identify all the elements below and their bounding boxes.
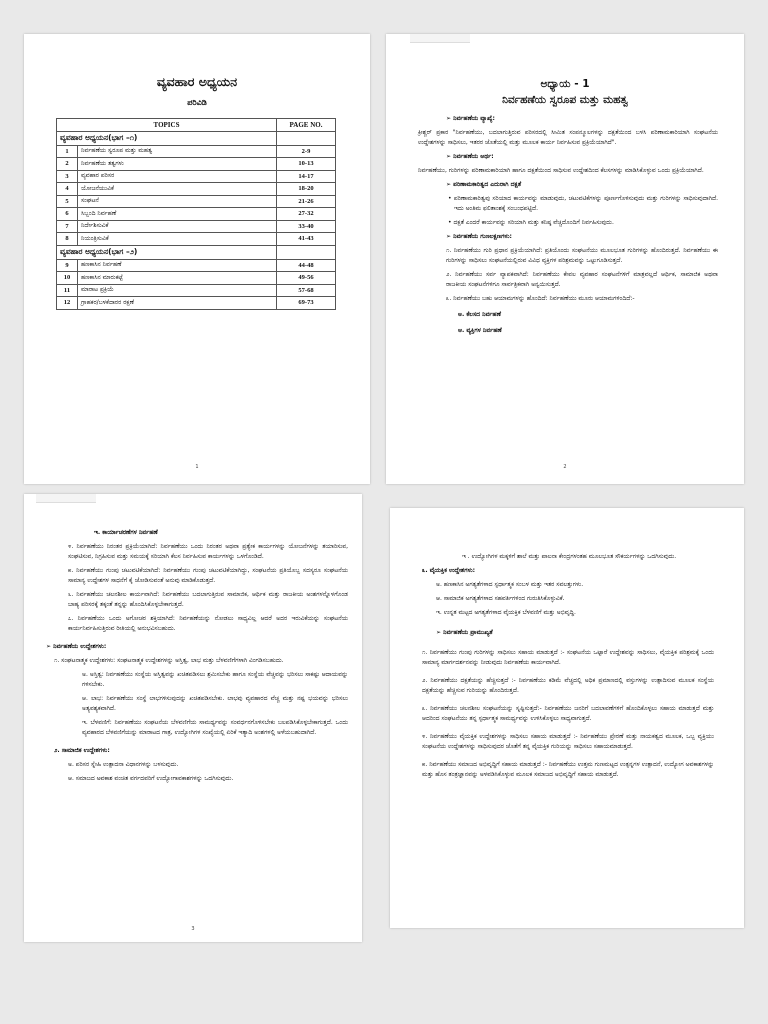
features-heading: ➢ ನಿರ್ವಹಣೆಯ ಗುಣಲಕ್ಷಣಗಳು: (446, 233, 512, 240)
toc-page: 27-32 (277, 208, 336, 221)
toc-num: 10 (57, 272, 78, 285)
table-row (57, 183, 336, 196)
toc-num: 1 (57, 145, 78, 158)
list-item: ೩. ವೈಯಕ್ತಿಕ ಉದ್ದೇಶಗಳು: (422, 567, 476, 574)
page-body (418, 114, 718, 340)
list-item: ೭. ನಿರ್ವಹಣೆಯು ಒಂದು ಅಗೋಚರ ಶಕ್ತಿಯಾಗಿದೆ: ನಿರ್ವಹಣೆಯನ್ನು ನೋಡಲು ಸಾಧ್ಯವಿಲ್ಲ ಆದರೆ ಅದರ ಇರುವಿಕೆಯನ್ನು ಸಂಘಟನೆಯ ಕಾರ್ಯನಿರ್ವಹಿಸುತ್ತಿರುವ ರೀತಿಯಲ್ಲಿ ಅನುಭವಿಸಬಹುದು. (68, 615, 348, 632)
toc-part-2: ವ್ಯವಹಾರ ಅಧ್ಯಯನ(ಭಾಗ –೨) (57, 245, 277, 259)
list-item: ಅ. ಪರಿಸರ ಸ್ನೇಹಿ ಉತ್ಪಾದನಾ ವಿಧಾನಗಳನ್ನು ಬಳಸುವುದು. (68, 761, 179, 768)
page-number: 1 (195, 464, 199, 470)
objectives-heading: ➢ ನಿರ್ವಹಣೆಯ ಉದ್ದೇಶಗಳು: (46, 643, 107, 650)
chapter-title: ನಿರ್ವಹಣೆಯ ಸ್ವರೂಪ ಮತ್ತು ಮಹತ್ವ (502, 94, 628, 106)
toc-topic: ಹಣಕಾಸಿನ ನಿರ್ವಹಣೆ (78, 259, 277, 272)
list-item: ೧. ಸಂಘಟನಾತ್ಮಕ ಉದ್ದೇಶಗಳು: ಸಂಘಟನಾತ್ಮಕ ಉದ್ದೇಶಗಳನ್ನು ಅಸ್ತಿತ್ವ, ಲಾಭ ಮತ್ತು ಬೆಳವಣಿಗೆಗಳಾಗಿ ವಿಂಗಡಿಸಬಹುದು. (54, 657, 284, 664)
list-item: ಆ. ವ್ಯಕ್ತಿಗಳ ನಿರ್ವಹಣೆ (458, 327, 502, 334)
toc-topics-header: TOPICS (57, 119, 277, 132)
list-item: ಆ. ಸಾಮಾಜಿಕ ಅಗತ್ಯತೆಗಳಾದ ಸಹವರ್ತಿಗಳಿಂದ ಗುರುತಿಸಿಕೊಳ್ಳುವಿಕೆ. (436, 595, 565, 602)
toc-num: 4 (57, 183, 78, 196)
page-number: 2 (563, 464, 567, 470)
document-page-2 (386, 34, 744, 484)
toc-topic: ನಿರ್ವಹಣೆಯ ತತ್ವಗಳು (78, 158, 277, 171)
toc-page-header: PAGE NO. (277, 119, 336, 132)
list-item: ೧. ನಿರ್ವಹಣೆಯು ಗುರಿ ಪ್ರಧಾನ ಪ್ರಕ್ರಿಯೆಯಾಗಿದೆ: ಪ್ರತಿಯೊಂದು ಸಂಘಟನೆಯು ಮೂಲಭೂತ ಗುರಿಗಳನ್ನು ಹೊಂದಿರುತ್ತದೆ. ನಿರ್ವಹಣೆಯು ಈ ಗುರಿಗಳನ್ನು ಸಾಧಿಸಲು ಸಂಘಟನೆಯಲ್ಲಿರುವ ವಿವಿಧ ವ್ಯಕ್ತಿಗಳ ಪರಿಶ್ರಮವನ್ನು ಒಟ್ಟುಗೂಡಿಸುತ್ತದೆ. (446, 247, 718, 264)
toc-page: 49-56 (277, 272, 336, 285)
toc-num: 6 (57, 208, 78, 221)
toc-num: 5 (57, 195, 78, 208)
toc-topic: ಹಣಕಾಸಿನ ಮಾರುಕಟ್ಟೆ (78, 272, 277, 285)
list-item: ಇ. ಬೆಳವಣಿಗೆ: ನಿರ್ವಹಣೆಯು ಸಂಘಟನೆಯ ಬೆಳವಣಿಗೆಯ ಸಾಮರ್ಥ್ಯವನ್ನು ಸಂವರ್ಧನಗೊಳಿಸಬೇಕು ಬಲಪಡಿಸಿಕೊಳ್ಳಬೇಕಾಗುತ್ತದೆ. ಒಂದು ವ್ಯವಹಾರದ ಬೆಳವಣಿಗೆಯನ್ನು ಮಾರಾಟದ ಗಾತ್ರ, ಉದ್ಯೋಗಿಗಳ ಸಂಖ್ಯೆಯಲ್ಲಿ ಏರಿಕೆ ಇತ್ಯಾದಿ ಅಂಶಗಳಲ್ಲಿ ಅಳೆಯಬಹುದಾಗಿದೆ. (82, 719, 348, 736)
page-tab-strip (410, 34, 470, 43)
toc-num: 3 (57, 170, 78, 183)
toc-topic: ಸಿಬ್ಬಂದಿ ನಿರ್ವಹಣೆ (78, 208, 277, 221)
toc-page: 44-48 (277, 259, 336, 272)
list-item: ೧. ನಿರ್ವಹಣೆಯು ಗುಂಪು ಗುರಿಗಳನ್ನು ಸಾಧಿಸಲು ಸಹಾಯ ಮಾಡುತ್ತದೆ :- ಸಂಘಟನೆಯ ಒಟ್ಟಾರೆ ಉದ್ದೇಶವನ್ನು ಸಾಧಿಸಲು, ವೈಯಕ್ತಿಕ ಪರಿಶ್ರಮಕ್ಕೆ ಒಂದು ಸಾಮಾನ್ಯ ಮಾರ್ಗದರ್ಶನವನ್ನು ನೀಡುವುದು ನಿರ್ವಹಣೆಯ ಕಾರ್ಯವಾಗಿದೆ. (422, 649, 714, 666)
toc-part-row (57, 131, 336, 145)
toc-num: 8 (57, 233, 78, 246)
toc-num: 7 (57, 220, 78, 233)
toc-topic: ಗ್ರಾಹಕರ/ಬಳಕೆದಾರರ ರಕ್ಷಣೆ (78, 297, 277, 310)
page-body (46, 528, 348, 788)
toc-page: 10-13 (277, 158, 336, 171)
document-page-1 (24, 34, 370, 484)
page-number: 3 (191, 926, 195, 932)
toc-page: 69-73 (277, 297, 336, 310)
definition-text: ಕ್ರೀಶ್ಚರ್ ಪ್ರಕಾರ "ನಿರ್ವಹಣೆಯು, ಬದಲಾಗುತ್ತಿರುವ ಪರಿಸರದಲ್ಲಿ ಸೀಮಿತ ಸಂಪನ್ಮೂಲಗಳನ್ನು ದಕ್ಷತೆಯಿಂದ ಬಳಸಿ ಪರಿಣಾಮಕಾರಿಯಾಗಿ ಸಂಘಟನೆಯ ಉದ್ದೇಶಗಳನ್ನು ಸಾಧಿಸಲು, ಇತರರ ಜೊತೆಯಲ್ಲಿ ಮತ್ತು ಮೂಲಕ ಕಾರ್ಯ ನಿರ್ವಹಿಸುವ ಪ್ರಕ್ರಿಯೆಯಾಗಿದೆ". (418, 129, 718, 146)
table-row (57, 233, 336, 246)
table-row (57, 158, 336, 171)
toc-num: 11 (57, 284, 78, 297)
table-row (57, 145, 336, 158)
toc-topic: ನಿರ್ವಹಣೆಯ ಸ್ವರೂಪ ಮತ್ತು ಮಹತ್ವ (78, 145, 277, 158)
toc-topic: ವ್ಯವಹಾರ ಪರಿಸರ (78, 170, 277, 183)
list-item: ಆ. ಲಾಭ: ನಿರ್ವಹಣೆಯು ಸಂಸ್ಥೆ ಲಾಭಗಳಿಸುವುದನ್ನು ಖಚಿತಪಡಿಸಬೇಕು. ಲಾಭವು ವ್ಯವಹಾರದ ವೆಚ್ಚ ಮತ್ತು ನಷ್ಟ ಭಯವನ್ನು ಭರಿಸಲು ಅತ್ಯವಶ್ಯಕವಾಗಿದೆ. (82, 695, 348, 712)
list-item: • ಪರಿಣಾಮಕಾರಿತ್ವವು ಸರಿಯಾದ ಕಾರ್ಯವನ್ನು ಮಾಡುವುದು, ಚಟುವಟಿಕೆಗಳನ್ನು ಪೂರ್ಣಗೊಳಿಸುವುದು ಮತ್ತು ಗುರಿಗಳನ್ನು ಸಾಧಿಸುವುದಾಗಿದೆ. ಇದು ಅಂತಿಮ ಫಲಿತಾಂಶಕ್ಕೆ ಸಂಬಂಧಪಟ್ಟಿದೆ. (448, 195, 718, 212)
toc-page: 33-40 (277, 220, 336, 233)
page-subtitle: ಪರಿವಿಡಿ (187, 98, 207, 107)
list-item: ೩. ನಿರ್ವಹಣೆಯು ಚಲನಶೀಲ ಸಂಘಟನೆಯನ್ನು ಸೃಷ್ಟಿಸುತ್ತದೆ:- ನಿರ್ವಹಣೆಯು ಜನರಿಗೆ ಬದಲಾವಣೆಗಳಿಗೆ ಹೊಂದಿಕೊಳ್ಳಲು ಸಹಾಯ ಮಾಡುತ್ತದೆ ಮತ್ತು ಆದರಿಂದ ಸಂಘಟನೆಯು ತನ್ನ ಸ್ಪರ್ಧಾತ್ಮಕ ಸಾಮರ್ಥ್ಯವನ್ನು ಉಳಿಸಿಕೊಳ್ಳಲು ಸಾಧ್ಯವಾಗುತ್ತದೆ. (422, 705, 714, 722)
list-item: • ದಕ್ಷತೆ ಎಂದರೆ ಕಾರ್ಯವನ್ನು ಸರಿಯಾಗಿ ಮತ್ತು ಕನಿಷ್ಠ ವೆಚ್ಚದೊಂದಿಗೆ ನಿರ್ವಹಿಸುವುದು. (448, 219, 614, 226)
toc-page: 57-68 (277, 284, 336, 297)
list-item: ೬. ನಿರ್ವಹಣೆಯು ಚಲನಶೀಲ ಕಾರ್ಯವಾಗಿದೆ: ನಿರ್ವಹಣೆಯು ಬದಲಾಗುತ್ತಿರುವ ಸಾಮಾಜಿಕ, ಆರ್ಥಿಕ ಮತ್ತು ರಾಜಕೀಯ ಅಂಶಗಳನ್ನೊಳಗೊಂಡ ಬಾಹ್ಯ ಪರಿಸರಕ್ಕೆ ತಕ್ಕಂತೆ ತನ್ನನ್ನು ಹೊಂದಿಸಿಕೊಳ್ಳಬೇಕಾಗುತ್ತದೆ. (68, 591, 348, 608)
toc-topic: ಮಾರಾಟ ಪ್ರಕ್ರಿಯೆ (78, 284, 277, 297)
toc-page: 41-43 (277, 233, 336, 246)
toc-num: 9 (57, 259, 78, 272)
efficiency-heading: ➢ ಪರಿಣಾಮಕಾರಿತ್ವದ ಎದುರಾಗಿ ದಕ್ಷತೆ (446, 181, 522, 188)
list-item: ೫. ನಿರ್ವಹಣೆಯು ಸಮಾಜದ ಅಭಿವೃದ್ಧಿಗೆ ಸಹಾಯ ಮಾಡುತ್ತದೆ :- ನಿರ್ವಹಣೆಯು ಉತ್ತಮ ಗುಣಮಟ್ಟದ ಉತ್ಪನ್ನಗಳ ಉತ್ಪಾದನೆ, ಉದ್ಯೋಗ ಅವಕಾಶಗಳನ್ನು ಮತ್ತು ಹೊಸ ತಂತ್ರಜ್ಞಾನವನ್ನು ಅಳವಡಿಸಿಕೊಳ್ಳುವ ಮೂಲಕ ಸಮಾಜದ ಅಭಿವೃದ್ಧಿಗೆ ಸಹಾಯ ಮಾಡುತ್ತದೆ. (422, 761, 714, 778)
table-row (57, 259, 336, 272)
meaning-text: ನಿರ್ವಹಣೆಯು, ಗುರಿಗಳನ್ನು ಪರಿಣಾಮಕಾರಿಯಾಗಿ ಹಾಗೂ ದಕ್ಷತೆಯಿಂದ ಸಾಧಿಸುವ ಉದ್ದೇಶದಿಂದ ಕೆಲಸಗಳನ್ನು ಮಾಡಿಸಿಕೊಳ್ಳುವ ಒಂದು ಪ್ರಕ್ರಿಯೆಯಾಗಿದೆ. (418, 167, 704, 174)
table-row (57, 272, 336, 285)
list-item: ಇ. ಕಾರ್ಯಾಚರಣೆಗಳ ನಿರ್ವಹಣೆ (94, 529, 158, 536)
list-item: ಇ. ಉನ್ನತ ಮಟ್ಟದ ಅಗತ್ಯತೆಗಳಾದ ವೈಯಕ್ತಿಕ ಬೆಳವಣಿಗೆ ಮತ್ತು ಅಭಿವೃದ್ಧಿ. (436, 609, 576, 616)
list-item: ೨. ನಿರ್ವಹಣೆಯು ಸರ್ವ ವ್ಯಾಪಕವಾಗಿದೆ: ನಿರ್ವಹಣೆಯು ಕೇವಲ ವ್ಯವಹಾರ ಸಂಘಟನೆಗಳಿಗೆ ಮಾತ್ರವಲ್ಲದೆ ಆರ್ಥಿಕ, ಸಾಮಾಜಿಕ ಅಥವಾ ರಾಜಕೀಯ ಸಂಘಟನೆಗಳಿಗೂ ಸಾರ್ವತ್ರಿಕವಾಗಿ ಅನ್ವಯಿಸುತ್ತದೆ. (446, 271, 718, 288)
toc-page: 14-17 (277, 170, 336, 183)
list-item: ಅ. ಕೆಲಸದ ನಿರ್ವಹಣೆ (458, 311, 501, 318)
list-item: ಆ. ಸಮಾಜದ ಅವಕಾಶ ವಂಚಿತ ವರ್ಗದವರಿಗೆ ಉದ್ಯೋಗಾವಕಾಶಗಳನ್ನು ಒದಗಿಸುವುದು. (68, 775, 234, 782)
table-row (57, 195, 336, 208)
page-body (422, 552, 714, 788)
table-row (57, 170, 336, 183)
page-title: ವ್ಯವಹಾರ ಅಧ್ಯಯನ (156, 74, 238, 89)
document-page-4 (390, 508, 744, 928)
page-tab-strip (36, 494, 96, 503)
toc-page: 2-9 (277, 145, 336, 158)
table-row (57, 284, 336, 297)
toc-topic: ಸಂಘಟನೆ (78, 195, 277, 208)
list-item: ೨. ನಿರ್ವಹಣೆಯು ದಕ್ಷತೆಯನ್ನು ಹೆಚ್ಚಿಸುತ್ತದೆ :- ನಿರ್ವಹಣೆಯು ಕಡಿಮೆ ವೆಚ್ಚದಲ್ಲಿ ಅಧಿಕ ಪ್ರಮಾಣದಲ್ಲಿ ವಸ್ತುಗಳನ್ನು ಉತ್ಪಾದಿಸುವ ಮೂಲಕ ಸಂಸ್ಥೆಯ ದಕ್ಷತೆಯನ್ನು ಹೆಚ್ಚಿಸುವ ಗುರಿಯನ್ನು ಹೊಂದಿರುತ್ತದೆ. (422, 677, 714, 694)
toc-part-1: ವ್ಯವಹಾರ ಅಧ್ಯಯನ(ಭಾಗ –೧) (57, 131, 277, 145)
list-item: ಅ. ಅಸ್ತಿತ್ವ: ನಿರ್ವಹಣೆಯು ಸಂಸ್ಥೆಯ ಅಸ್ತಿತ್ವವನ್ನು ಖಚಿತಪಡಿಸಲು ಶ್ರಮಿಸಬೇಕು ಹಾಗೂ ಸಂಸ್ಥೆಯ ವೆಚ್ಚವನ್ನು ಭರಿಸಲು ಸಾಕಷ್ಟು ಆದಾಯವನ್ನು ಗಳಿಸಬೇಕು. (82, 671, 348, 688)
toc-header-row (57, 119, 336, 132)
list-item: ೨. ಸಾಮಾಜಿಕ ಉದ್ದೇಶಗಳು: (54, 747, 110, 754)
toc-page: 18-20 (277, 183, 336, 196)
toc-topic: ನಿರ್ದೇಶಿಸುವಿಕೆ (78, 220, 277, 233)
meaning-heading: ➢ ನಿರ್ವಹಣೆಯ ಅರ್ಥ: (446, 153, 494, 160)
toc-table (56, 118, 336, 310)
toc-num: 2 (57, 158, 78, 171)
list-item: ೪. ನಿರ್ವಹಣೆಯು ವೈಯಕ್ತಿಕ ಉದ್ದೇಶಗಳನ್ನು ಸಾಧಿಸಲು ಸಹಾಯ ಮಾಡುತ್ತದೆ :- ನಿರ್ವಹಣೆಯು ಪ್ರೇರಣೆ ಮತ್ತು ನಾಯಕತ್ವದ ಮೂಲಕ, ಒಬ್ಬ ವ್ಯಕ್ತಿಯು ಸಂಘಟನೆಯ ಉದ್ದೇಶಗಳನ್ನು ಸಾಧಿಸುವುದರ ಜೊತೆಗೆ ತನ್ನ ವೈಯಕ್ತಿಕ ಗುರಿಯನ್ನು ಸಾಧಿಸಲು ಸಹಾಯಮಾಡುತ್ತದೆ. (422, 733, 714, 750)
chapter-heading: ಅಧ್ಯಾಯ - 1 (540, 78, 590, 90)
table-row (57, 208, 336, 221)
table-row (57, 220, 336, 233)
list-item: ೫. ನಿರ್ವಹಣೆಯು ಗುಂಪು ಚಟುವಟಿಕೆಯಾಗಿದೆ: ನಿರ್ವಹಣೆಯು ಗುಂಪು ಚಟುವಟಿಕೆಯಾಗಿದ್ದು, ಸಂಘಟನೆಯ ಪ್ರತಿಯೊಬ್ಬ ಸದಸ್ಯರೂ ಸಂಘಟನೆಯ ಸಾಮಾನ್ಯ ಉದ್ದೇಶಗಳ ಸಾಧನೆಗೆ ಕೈ ಜೋಡಿಸುವಂತೆ ಅನುವು ಮಾಡಿಕೊಡುತ್ತದೆ. (68, 567, 348, 584)
toc-part-row (57, 245, 336, 259)
definition-heading: ➢ ನಿರ್ವಹಣೆಯ ವ್ಯಾಖ್ಯೆ: (446, 115, 495, 122)
list-item: ೩. ನಿರ್ವಹಣೆಯು ಬಹು ಆಯಾಮಗಳನ್ನು ಹೊಂದಿದೆ: ನಿರ್ವಹಣೆಯು ಮೂರು ಆಯಾಮಗಳಿಂದಿದೆ:- (446, 295, 635, 302)
table-row (57, 297, 336, 310)
toc-topic: ಯೋಜನೆಯುವಿಕೆ (78, 183, 277, 196)
toc-topic: ನಿಯಂತ್ರಿಸುವಿಕೆ (78, 233, 277, 246)
toc-page: 21-26 (277, 195, 336, 208)
list-item: ೪. ನಿರ್ವಹಣೆಯು ನಿರಂತರ ಪ್ರಕ್ರಿಯೆಯಾಗಿದೆ: ನಿರ್ವಹಣೆಯು ಒಂದು ನಿರಂತರ ಅಥವಾ ಪ್ರತ್ಯೇಕ ಕಾರ್ಯಗಳನ್ನು ಯೋಜನೆಗಳನ್ನು ತಯಾರಿಸುವ, ಸಂಘಟಿಸುವ, ನಿಗ್ರಹಿಸುವ ಮತ್ತು ಸಮಯಕ್ಕೆ ಸರಿಯಾಗಿ ಕೆಲಸ ನಿರ್ವಹಿಸುವ ಕಾರ್ಯಗಳನ್ನು ಒಳಗೊಂಡಿದೆ. (68, 543, 348, 560)
toc-num: 12 (57, 297, 78, 310)
list-item: ಅ. ಹಣಕಾಸಿನ ಅಗತ್ಯತೆಗಳಾದ ಸ್ಪರ್ಧಾತ್ಮಕ ಸಂಬಳ ಮತ್ತು ಇತರ ಸವಲತ್ತುಗಳು. (436, 581, 584, 588)
list-item: ಇ . ಉದ್ಯೋಗಿಗಳ ಮಕ್ಕಳಿಗೆ ಶಾಲೆ ಮತ್ತು ಪಾಲನಾ ಕೇಂದ್ರಗಳಂತಹ ಮೂಲಭೂತ ಸೌಕರ್ಯಗಳನ್ನು ಒದಗಿಸುವುದು. (462, 553, 677, 560)
importance-heading: ➢ ನಿರ್ವಹಣೆಯ ಪ್ರಾಮುಖ್ಯತೆ (436, 629, 493, 636)
document-page-3 (24, 494, 362, 942)
